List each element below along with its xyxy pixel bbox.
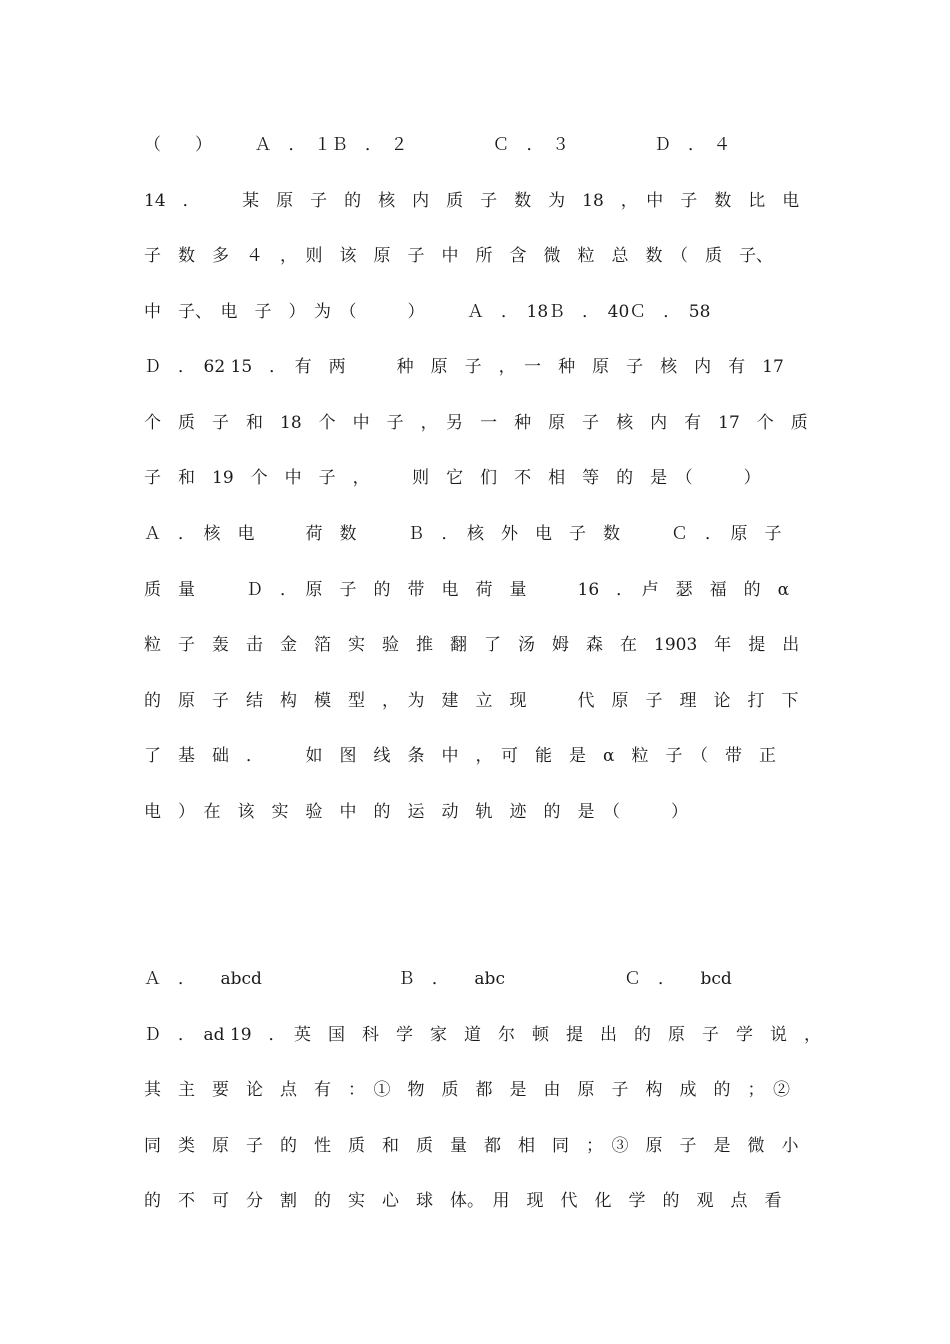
text-line: Ｄ ． 62 15 ． 有 两 种 原 子 ， 一 种 原 子 核 内 有 17 bbox=[144, 357, 784, 377]
text-line: Ａ ． 核 电 荷 数 Ｂ ． 核 外 电 子 数 Ｃ ． 原 子 bbox=[144, 524, 782, 544]
text-line: 质 量 Ｄ ． 原 子 的 带 电 荷 量 16 ． 卢 瑟 福 的 α bbox=[144, 580, 790, 600]
text-line: 子 数 多 ４ ， 则 该 原 子 中 所 含 微 粒 总 数 （ 质 子、 bbox=[144, 246, 773, 266]
text-line: 电 ） 在 该 实 验 中 的 运 动 轨 迹 的 是 （ ） bbox=[144, 802, 688, 822]
text-line: 子 和 19 个 中 子 ， 则 它 们 不 相 等 的 是 （ ） bbox=[144, 468, 761, 488]
text-line: 14 ． 某 原 子 的 核 内 质 子 数 为 18 ， 中 子 数 比 电 bbox=[144, 191, 800, 211]
text-line: 的 不 可 分 割 的 实 心 球 体。 用 现 代 化 学 的 观 点 看 bbox=[144, 1191, 782, 1211]
text-line: 个 质 子 和 18 个 中 子 ， 另 一 种 原 子 核 内 有 17 个 质 bbox=[144, 413, 808, 433]
text-line: （ ） Ａ ． １Ｂ ． ２ Ｃ ． ３ Ｄ ． ４ bbox=[144, 135, 731, 155]
answer-options-line: Ａ ． abcd Ｂ ． abc Ｃ ． bcd bbox=[144, 969, 732, 989]
text-line: Ｄ ． ad 19 ． 英 国 科 学 家 道 尔 顿 提 出 的 原 子 学 说 ， bbox=[144, 1025, 822, 1045]
text-line: 同 类 原 子 的 性 质 和 质 量 都 相 同 ； ③ 原 子 是 微 小 bbox=[144, 1136, 799, 1156]
text-line: 其 主 要 论 点 有 ： ① 物 质 都 是 由 原 子 构 成 的 ； ② bbox=[144, 1080, 790, 1100]
figure-placeholder bbox=[144, 845, 804, 955]
text-line: 中 子、 电 子 ） 为 （ ） Ａ ． 18Ｂ ． 40Ｃ ． 58 bbox=[144, 302, 711, 322]
text-line: 的 原 子 结 构 模 型 ， 为 建 立 现 代 原 子 理 论 打 下 bbox=[144, 691, 799, 711]
text-line: 了 基 础 ． 如 图 线 条 中 ， 可 能 是 α 粒 子 （ 带 正 bbox=[144, 746, 776, 766]
text-line: 粒 子 轰 击 金 箔 实 验 推 翻 了 汤 姆 森 在 1903 年 提 出 bbox=[144, 635, 800, 655]
